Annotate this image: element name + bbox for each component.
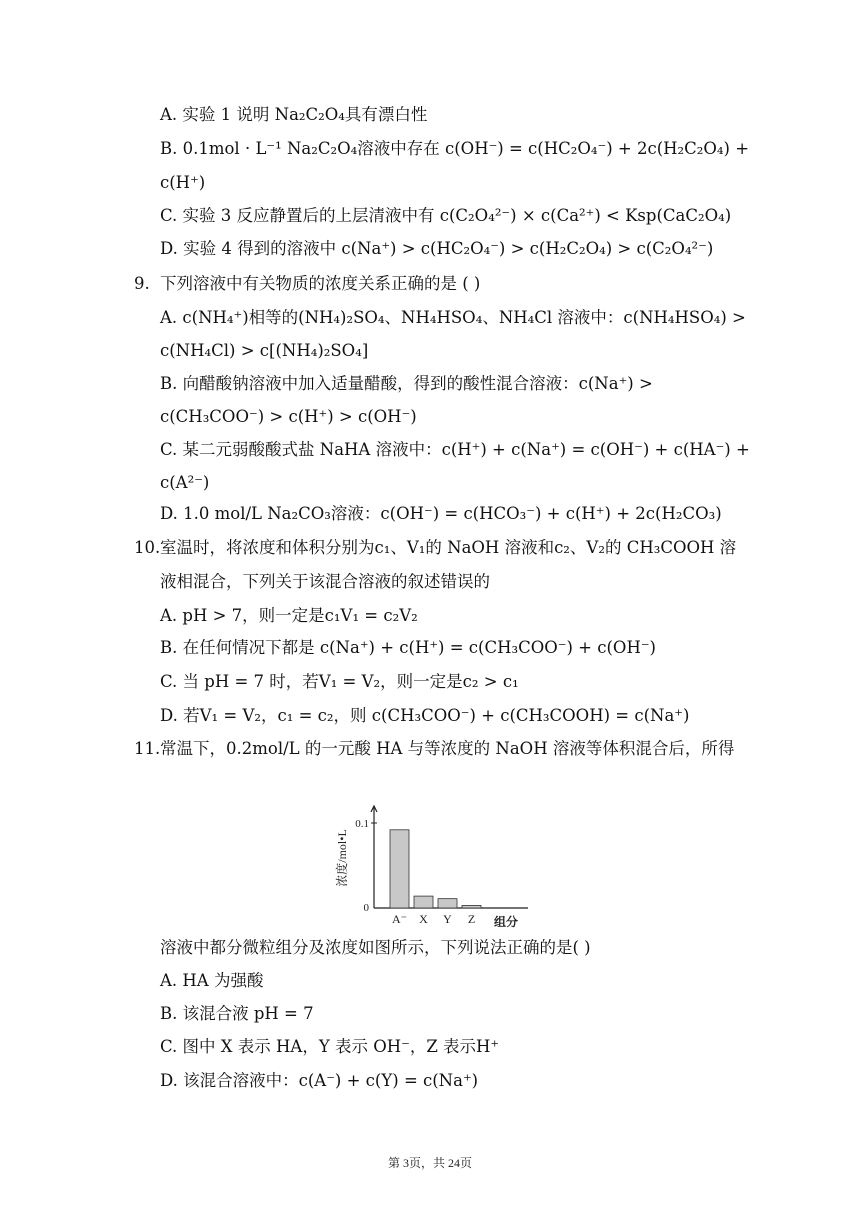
q8-option-a: A. 实验 1 说明 Na₂C₂O₄具有漂白性 <box>160 105 428 124</box>
q10-option-d: D. 若V₁ = V₂，c₁ = c₂，则 c(CH₃COO⁻) + c(CH₃COOH) = c(Na⁺) <box>160 706 690 725</box>
q9-stem: 下列溶液中有关物质的浓度关系正确的是 ( ) <box>160 274 481 293</box>
q11-number: 11. <box>134 739 161 758</box>
q11-stem: 常温下，0.2mol/L 的一元酸 HA 与等浓度的 NaOH 溶液等体积混合后，所得 <box>160 739 735 758</box>
bar <box>390 830 409 908</box>
bar <box>462 905 481 908</box>
q9-option-c: C. 某二元弱酸酸式盐 NaHA 溶液中：c(H⁺) + c(Na⁺) = c(OH⁻) + c(HA⁻) + <box>160 440 750 459</box>
x-tick-label: A⁻ <box>392 912 407 926</box>
concentration-bar-chart <box>328 798 538 928</box>
q9-option-d: D. 1.0 mol/L Na₂CO₃溶液：c(OH⁻) = c(HCO₃⁻) + c(H⁺) + 2c(H₂CO₃) <box>160 504 722 523</box>
q8-option-c: C. 实验 3 反应静置后的上层清液中有 c(C₂O₄²⁻) × c(Ca²⁺) < Ksp(CaC₂O₄) <box>160 206 732 225</box>
q9-option-a: A. c(NH₄⁺)相等的(NH₄)₂SO₄、NH₄HSO₄、NH₄Cl 溶液中：c(NH₄HSO₄) > <box>160 308 746 327</box>
page-footer: 第 3页，共 24页 <box>387 1156 472 1170</box>
q11-option-a: A. HA 为强酸 <box>160 971 264 990</box>
q11-stem-cont: 溶液中都分微粒组分及浓度如图所示，下列说法正确的是( ) <box>160 938 591 957</box>
q9-option-a-cont: c(NH₄Cl) > c[(NH₄)₂SO₄] <box>160 341 369 360</box>
q9-number: 9. <box>134 274 150 293</box>
q11-option-d: D. 该混合溶液中：c(A⁻) + c(Y) = c(Na⁺) <box>160 1071 479 1090</box>
q9-option-b-cont: c(CH₃COO⁻) > c(H⁺) > c(OH⁻) <box>160 407 417 426</box>
q10-option-a: A. pH > 7，则一定是c₁V₁ = c₂V₂ <box>160 606 418 625</box>
q11-option-b: B. 该混合液 pH = 7 <box>160 1004 314 1023</box>
q10-option-c: C. 当 pH = 7 时，若V₁ = V₂，则一定是c₂ > c₁ <box>160 672 519 691</box>
bar <box>438 899 457 908</box>
q8-option-b-cont: c(H⁺) <box>160 173 206 192</box>
q10-stem-cont: 液相混合，下列关于该混合溶液的叙述错误的 <box>160 572 490 591</box>
y-tick-label: 0.1 <box>355 818 369 830</box>
q9-option-b: B. 向醋酸钠溶液中加入适量醋酸，得到的酸性混合溶液：c(Na⁺) > <box>160 374 653 393</box>
q10-stem: 室温时，将浓度和体积分别为c₁、V₁的 NaOH 溶液和c₂、V₂的 CH₃COOH 溶 <box>160 538 737 557</box>
q8-option-d: D. 实验 4 得到的溶液中 c(Na⁺) > c(HC₂O₄⁻) > c(H₂C₂O₄) > c(C₂O₄²⁻) <box>160 239 714 258</box>
y-tick-label: 0 <box>363 902 369 914</box>
x-tick-label: Z <box>467 912 476 926</box>
x-axis-label: 组分 <box>493 915 519 928</box>
x-tick-label: Y <box>443 912 452 926</box>
bar <box>414 896 433 908</box>
q10-number: 10. <box>134 538 161 557</box>
q8-option-b: B. 0.1mol · L⁻¹ Na₂C₂O₄溶液中存在 c(OH⁻) = c(HC₂O₄⁻) + 2c(H₂C₂O₄) + <box>160 139 750 158</box>
q9-option-c-cont: c(A²⁻) <box>160 473 210 492</box>
x-tick-label: X <box>419 912 428 926</box>
y-axis-label: 浓度/mol•L <box>335 829 349 887</box>
q10-option-b: B. 在任何情况下都是 c(Na⁺) + c(H⁺) = c(CH₃COO⁻) + c(OH⁻) <box>160 638 656 657</box>
q11-option-c: C. 图中 X 表示 HA，Y 表示 OH⁻，Z 表示H⁺ <box>160 1037 500 1056</box>
